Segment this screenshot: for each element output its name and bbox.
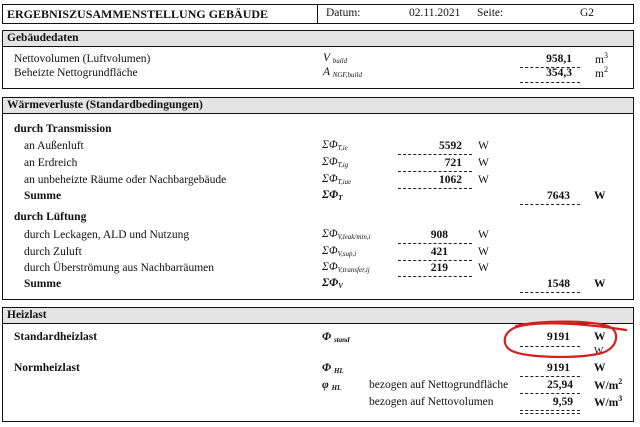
- row-value: 354,3: [546, 67, 572, 79]
- red-circle-annotation: [498, 318, 630, 360]
- row-unit: W: [478, 174, 489, 186]
- phi-unit: $W/m^2$: [594, 377, 623, 392]
- row-value: 1062: [439, 174, 462, 186]
- value-underline: [398, 154, 472, 155]
- row-label: durch Leckagen, ALD und Nutzung: [24, 229, 190, 241]
- normheizlast-symbol: Φ $_{HL}$: [322, 362, 344, 375]
- row-unit: W: [478, 262, 489, 274]
- phi-value: 9,59: [552, 396, 573, 408]
- row-value: 5592: [439, 140, 462, 152]
- value-underline: [398, 243, 472, 244]
- row-unit: W: [478, 229, 489, 241]
- row-label: Nettovolumen (Luftvolumen): [14, 53, 151, 65]
- row-label: an Außenluft: [24, 140, 84, 152]
- value-underline-double: [520, 413, 580, 414]
- section-title-gebaeude: Gebäudedaten: [7, 32, 79, 44]
- phi-desc: bezogen auf Nettogrundfläche: [369, 379, 509, 391]
- sum-unit: W: [594, 278, 606, 290]
- sum-value: 1548: [547, 278, 570, 290]
- row-value: 219: [430, 262, 448, 274]
- section-title-heizlast: Heizlast: [7, 309, 47, 321]
- row-symbol: A $_{NGF,build}$: [323, 66, 362, 79]
- row-label: durch Zuluft: [24, 246, 82, 258]
- document-title: ERGEBNISZUSAMMENSTELLUNG GEBÄUDE: [7, 7, 269, 21]
- sum-label: Summe: [24, 278, 62, 290]
- value-underline: [520, 292, 580, 293]
- phi-desc: bezogen auf Nettovolumen: [369, 396, 494, 408]
- row-label: durch Überströmung aus Nachbarräumen: [24, 262, 215, 274]
- sum-value: 7643: [547, 190, 570, 202]
- section-header-waerme: [2, 97, 634, 114]
- value-underline: [398, 276, 472, 277]
- row-label: an unbeheizte Räume oder Nachbargebäude: [24, 174, 227, 186]
- value-underline: [520, 82, 580, 83]
- subsection-heading: durch Lüftung: [14, 211, 87, 223]
- row-symbol: $\Sigma\Phi_{T,ie}$: [322, 139, 348, 152]
- normheizlast-unit: W: [594, 362, 606, 374]
- standardheizlast-label: Standardheizlast: [14, 331, 98, 343]
- row-symbol: $\Sigma\Phi_{V,leak/min,i}$: [322, 228, 371, 241]
- standardheizlast-value: 9191: [547, 331, 570, 343]
- row-unit: W: [478, 140, 489, 152]
- value-underline: [398, 260, 472, 261]
- value-underline: [520, 410, 580, 411]
- normheizlast-label: Normheizlast: [14, 362, 80, 374]
- row-label: an Erdreich: [24, 157, 78, 169]
- section-header-gebaeude: [2, 30, 634, 47]
- row-symbol: $\Sigma\Phi_{V,sup,i}$: [322, 245, 357, 258]
- row-label: Beheizte Nettogrundfläche: [14, 67, 138, 79]
- phi-unit: $W/m^3$: [594, 394, 623, 409]
- standardheizlast-symbol: Φ $_{stand}$: [322, 331, 350, 344]
- page-value: G2: [580, 7, 595, 19]
- date-value: 02.11.2021: [409, 7, 461, 19]
- row-unit: W: [478, 246, 489, 258]
- value-underline: [520, 376, 580, 377]
- row-symbol: $\Sigma\Phi_{T,ig}$: [322, 156, 349, 169]
- value-underline: [520, 204, 580, 205]
- value-underline: [398, 171, 472, 172]
- date-label: Datum:: [326, 7, 361, 19]
- sum-unit: W: [594, 190, 606, 202]
- row-value: 421: [430, 246, 448, 258]
- row-unit: $m^3$: [595, 51, 608, 66]
- row-symbol: $\Sigma\Phi_{T,iae}$: [322, 173, 352, 186]
- value-underline: [398, 188, 472, 189]
- row-unit: $m^2$: [595, 65, 608, 80]
- row-symbol: V $_{build}$: [323, 52, 348, 65]
- page-label: Seite:: [477, 7, 504, 19]
- sum-symbol: $\Sigma\Phi_V$: [322, 277, 343, 290]
- row-value: 908: [430, 229, 448, 241]
- phi-value: 25,94: [547, 379, 573, 391]
- normheizlast-value: 9191: [547, 362, 570, 374]
- value-underline: [520, 393, 580, 394]
- subsection-heading: durch Transmission: [14, 123, 112, 135]
- phi-symbol: φ $_{HL}$: [322, 379, 342, 392]
- sum-label: Summe: [24, 190, 62, 202]
- row-value: 958,1: [546, 53, 572, 65]
- section-title-waerme: Wärmeverluste (Standardbedingungen): [7, 99, 203, 111]
- row-symbol: $\Sigma\Phi_{V,transfer,ij}$: [322, 261, 370, 274]
- standardheizlast-unit: W: [594, 331, 606, 343]
- row-value: 721: [444, 157, 462, 169]
- standardheizlast-unit-2: W: [594, 346, 604, 357]
- sum-symbol: $\Sigma\Phi_T$: [322, 189, 343, 202]
- row-unit: W: [478, 157, 489, 169]
